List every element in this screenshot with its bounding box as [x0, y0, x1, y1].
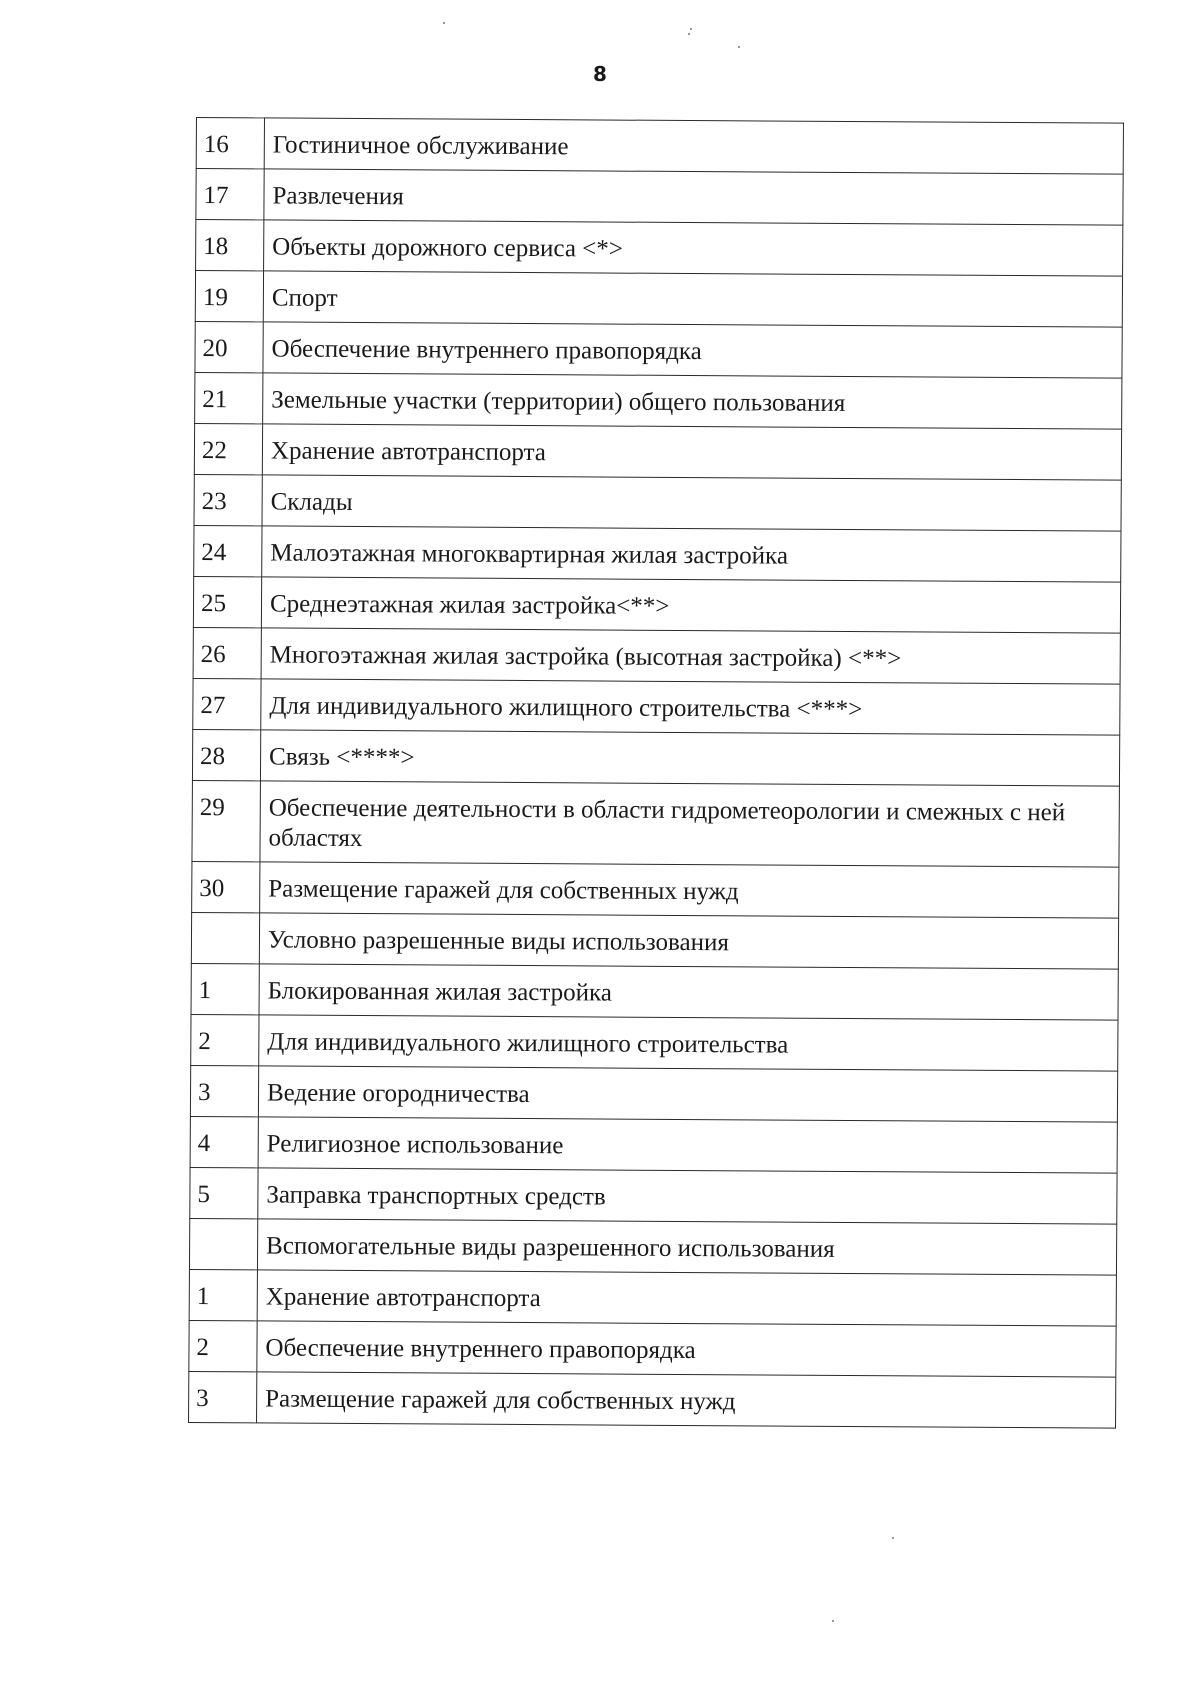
row-text: Малоэтажная многоквартирная жилая застройка	[262, 526, 1121, 582]
table-row	[196, 169, 1123, 226]
row-text: Заправка транспортных средств	[258, 1168, 1117, 1224]
section-heading: Вспомогательные виды разрешенного использования	[257, 1219, 1116, 1275]
table-row	[194, 474, 1121, 531]
table-row	[190, 1065, 1117, 1122]
table-row	[195, 321, 1122, 378]
row-number: 28	[192, 729, 260, 780]
row-number	[191, 912, 259, 963]
row-text: Объекты дорожного сервиса <*>	[264, 220, 1123, 276]
row-text: Размещение гаражей для собственных нужд	[260, 862, 1119, 918]
row-number	[189, 1218, 257, 1269]
table-row	[195, 372, 1122, 429]
scan-speck	[688, 33, 690, 35]
table-row	[192, 780, 1119, 867]
table-row	[193, 576, 1120, 633]
row-number: 2	[191, 1014, 259, 1065]
scan-speck	[832, 1620, 834, 1622]
land-use-table	[188, 117, 1124, 1429]
table-row	[190, 1167, 1117, 1224]
row-text: Обеспечение деятельности в области гидрометеорологии и смежных с ней областях	[260, 781, 1119, 867]
row-text: Обеспечение внутреннего правопорядка	[257, 1321, 1116, 1377]
row-number: 5	[190, 1167, 258, 1218]
row-number: 20	[195, 321, 263, 372]
row-text: Блокированная жилая застройка	[259, 964, 1118, 1020]
table-row	[189, 1269, 1116, 1326]
table-row	[190, 1116, 1117, 1173]
section-header-row	[191, 912, 1118, 969]
row-number: 29	[192, 780, 260, 861]
table-row	[189, 1320, 1116, 1377]
row-text: Хранение автотранспорта	[257, 1270, 1116, 1326]
table-row	[189, 1371, 1116, 1428]
row-number: 16	[196, 118, 264, 169]
scan-speck	[738, 46, 740, 48]
table-row	[193, 678, 1120, 735]
row-number: 18	[196, 220, 264, 271]
row-number: 17	[196, 169, 264, 220]
table-row	[192, 861, 1119, 918]
table-row	[191, 1014, 1118, 1071]
scan-speck	[892, 1537, 894, 1539]
row-number: 25	[193, 576, 261, 627]
row-number: 26	[193, 627, 261, 678]
row-text: Связь <****>	[260, 730, 1119, 786]
row-number: 2	[189, 1320, 257, 1371]
row-number: 3	[190, 1065, 258, 1116]
row-text: Гостиничное обслуживание	[264, 118, 1123, 174]
land-use-table-wrapper	[188, 117, 1123, 1429]
table-row	[194, 525, 1121, 582]
table-row	[194, 423, 1121, 480]
table-row	[193, 627, 1120, 684]
row-number: 22	[194, 423, 262, 474]
row-text: Для индивидуального жилищного строительства <***>	[261, 679, 1120, 735]
scan-speck	[443, 22, 445, 24]
row-number: 3	[189, 1371, 257, 1422]
scan-speck	[690, 28, 692, 30]
row-text: Земельные участки (территории) общего пользования	[263, 373, 1122, 429]
row-text: Обеспечение внутреннего правопорядка	[263, 322, 1122, 378]
table-row	[192, 729, 1119, 786]
table-row	[195, 271, 1122, 328]
row-number: 21	[195, 372, 263, 423]
row-text: Многоэтажная жилая застройка (высотная застройка) <**>	[261, 628, 1120, 684]
row-number: 19	[195, 271, 263, 322]
row-number: 24	[194, 525, 262, 576]
row-number: 23	[194, 474, 262, 525]
table-row	[196, 220, 1123, 277]
row-text: Спорт	[263, 271, 1122, 327]
row-text: Развлечения	[264, 169, 1123, 225]
page-number: 8	[593, 62, 607, 86]
row-text: Для индивидуального жилищного строительства	[259, 1015, 1118, 1071]
row-text: Среднеэтажная жилая застройка<**>	[261, 577, 1120, 633]
row-number: 4	[190, 1116, 258, 1167]
table-row	[196, 118, 1123, 175]
section-heading: Условно разрешенные виды использования	[259, 913, 1118, 969]
row-text: Размещение гаражей для собственных нужд	[257, 1372, 1116, 1428]
row-text: Склады	[262, 475, 1121, 531]
row-number: 1	[191, 963, 259, 1014]
section-header-row	[189, 1218, 1116, 1275]
row-text: Ведение огородничества	[258, 1066, 1117, 1122]
row-number: 27	[193, 678, 261, 729]
row-number: 1	[189, 1269, 257, 1320]
row-text: Хранение автотранспорта	[262, 424, 1121, 480]
row-text: Религиозное использование	[258, 1117, 1117, 1173]
row-number: 30	[192, 861, 260, 912]
table-row	[191, 963, 1118, 1020]
